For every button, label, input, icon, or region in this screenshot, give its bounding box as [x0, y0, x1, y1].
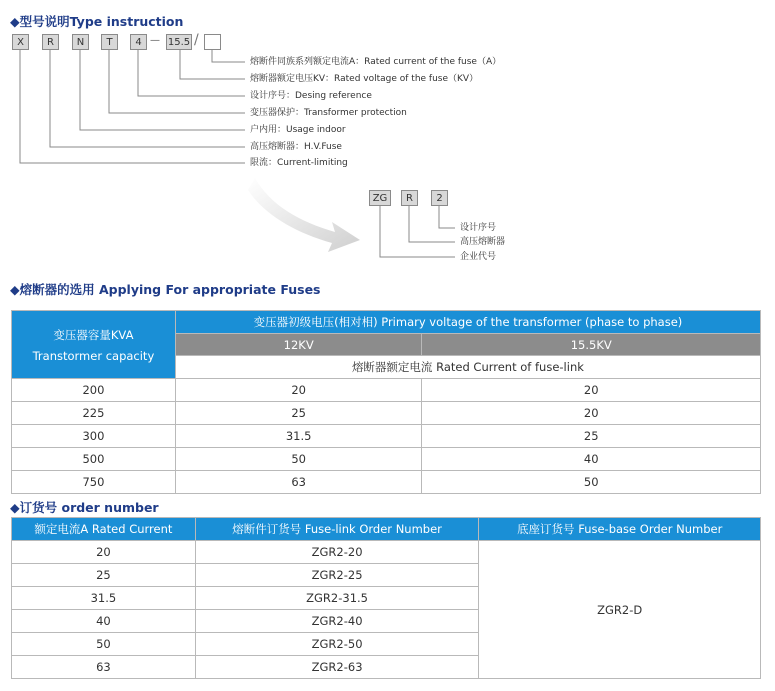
table-cell: 50: [12, 633, 196, 656]
table-cell: 200: [12, 379, 176, 402]
capacity-header-cn: 变压器容量KVA: [53, 327, 134, 342]
table-cell: ZGR2-63: [195, 656, 479, 679]
curved-arrow-icon: [248, 178, 360, 252]
model-box-15-5: 15.5: [166, 34, 192, 50]
section-title-en: Applying For appropriate Fuses: [98, 282, 321, 297]
table-cell: 40: [422, 448, 761, 471]
section-title-cn: ◆订货号: [10, 500, 58, 515]
order-code-box-zg: ZG: [369, 190, 391, 206]
table-cell: ZGR2-20: [195, 541, 479, 564]
table-row: [12, 448, 761, 471]
model-box-r: R: [42, 34, 59, 50]
model-desc-usage-indoor: 户内用：Usage indoor: [250, 125, 346, 135]
voltage-header: 变压器初级电压(相对相) Primary voltage of the transformer (phase to phase): [175, 311, 760, 334]
table-cell: 31.5: [12, 587, 196, 610]
table-cell: 50: [175, 448, 422, 471]
order-code-box-r: R: [401, 190, 418, 206]
table-cell: ZGR2-50: [195, 633, 479, 656]
section-title-cn: ◆型号说明: [10, 14, 70, 29]
model-box-x: X: [12, 34, 29, 50]
order-code-desc-hv-fuse: 高压熔断器: [460, 237, 506, 247]
table-cell: 20: [12, 541, 196, 564]
table-cell: 20: [175, 379, 422, 402]
table-cell: 40: [12, 610, 196, 633]
table-cell: 31.5: [175, 425, 422, 448]
order-code-box-2: 2: [431, 190, 448, 206]
table-cell: ZGR2-31.5: [195, 587, 479, 610]
table-cell: 20: [422, 379, 761, 402]
model-desc-hv-fuse: 高压熔断器：H.V.Fuse: [250, 142, 342, 152]
table-cell: 25: [12, 564, 196, 587]
table-cell: 25: [175, 402, 422, 425]
table-cell: ZGR2-25: [195, 564, 479, 587]
table-cell: 500: [12, 448, 176, 471]
model-box-n: N: [72, 34, 89, 50]
table-cell: 225: [12, 402, 176, 425]
table-cell: 20: [422, 402, 761, 425]
table-row: [12, 541, 761, 564]
table-cell: 750: [12, 471, 176, 494]
voltage-col-12kv: 12KV: [175, 334, 422, 356]
order-code-desc-company: 企业代号: [460, 252, 497, 262]
table-row: [12, 425, 761, 448]
model-desc-transformer-protection: 变压器保护：Transformer protection: [250, 108, 407, 118]
capacity-header-en: Transtormer capacity: [32, 348, 155, 363]
table-row: [12, 402, 761, 425]
table-row: [12, 379, 761, 402]
model-desc-rated-voltage: 熔断器额定电压KV：Rated voltage of the fuse（KV）: [250, 74, 479, 84]
table-cell: 50: [422, 471, 761, 494]
table-cell: 63: [175, 471, 422, 494]
model-dash: —: [150, 35, 160, 46]
order-number-table: [11, 517, 761, 679]
model-desc-design-ref: 设计序号：Desing reference: [250, 91, 372, 101]
section-title-applying-fuses: [10, 280, 321, 298]
table-cell: 300: [12, 425, 176, 448]
model-slash: /: [194, 32, 199, 48]
table-cell: 25: [422, 425, 761, 448]
fuse-base-number: ZGR2-D: [479, 541, 761, 679]
order-header-rated-current: 额定电流A Rated Current: [12, 518, 196, 541]
table-cell: ZGR2-40: [195, 610, 479, 633]
order-header-fuse-base: 底座订货号 Fuse-base Order Number: [479, 518, 761, 541]
section-title-cn: ◆熔断器的选用: [10, 282, 95, 297]
model-desc-rated-current: 熔断件同族系列额定电流A：Rated current of the fuse（A）: [250, 57, 502, 67]
fuse-selection-table: [11, 310, 761, 494]
order-code-desc-design: 设计序号: [460, 223, 497, 233]
table-cell: 63: [12, 656, 196, 679]
model-box-t: T: [101, 34, 118, 50]
order-header-fuse-link: 熔断件订货号 Fuse-link Order Number: [195, 518, 479, 541]
voltage-col-15-5kv: 15.5KV: [422, 334, 761, 356]
model-desc-current-limiting: 限流：Current-limiting: [250, 158, 348, 168]
section-title-en: order number: [61, 500, 159, 515]
rated-current-header: 熔断器额定电流 Rated Current of fuse-link: [175, 356, 760, 379]
model-box-4: 4: [130, 34, 147, 50]
section-title-order-number: [10, 498, 159, 516]
capacity-header: [12, 311, 176, 379]
section-title-en: Type instruction: [69, 14, 184, 29]
model-box-empty: [204, 34, 221, 50]
table-row: [12, 471, 761, 494]
